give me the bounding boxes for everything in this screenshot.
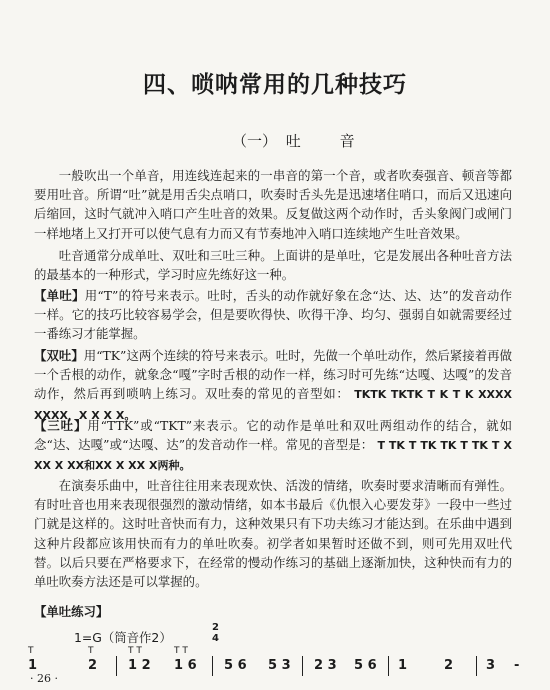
tonguing-mark: T bbox=[88, 646, 94, 656]
paragraph-types: 吐音通常分成单吐、双吐和三吐三种。上面讲的是单吐，它是发展出各种吐音方法的最基本的一种形式，学习时应先练好这一种。 bbox=[34, 248, 512, 283]
score-note: 5 3 bbox=[268, 658, 291, 673]
score-note: 5 6 bbox=[354, 658, 377, 673]
bar-line bbox=[116, 656, 117, 676]
triple-tongue-label: 【三吐】 bbox=[34, 418, 88, 433]
score-note: 5 6 bbox=[224, 658, 247, 673]
key-signature bbox=[74, 622, 219, 646]
jianpu-score bbox=[24, 646, 524, 680]
score-note: 2 bbox=[88, 658, 98, 673]
section-heading bbox=[232, 130, 355, 151]
paragraph-usage: 在演奏乐曲中，吐音往往用来表现欢快、活泼的情绪，吹奏时要求清晰而有弹性。有时吐音也用来表现很强烈的激动情绪，如本书最后《仇恨入心要发芽》一段中一些过门就是这样的。这时吐音快而有力，这种效果只有下功夫练习才能达到。在乐曲中遇到这种片段都应该用快而有力的单吐吹奏。初学者如果暂时还做不到，则可先用双吐代替。以后只要在严格要求下，在经常的慢动作练习的基础上逐渐加快，这种快而有力的单吐吹奏方法还是可以掌握的。 bbox=[34, 478, 512, 590]
double-tongue-label: 【双吐】 bbox=[34, 348, 84, 363]
score-note: 1 bbox=[398, 658, 408, 673]
tonguing-mark: T T bbox=[174, 646, 188, 656]
paragraph-triple bbox=[34, 416, 512, 476]
double-tongue-text: 用“TK”这两个连续的符号来表示。吐时，先做一个单吐动作，然后紧接着再做一个舌根的动作，就象念“嘎”字时舌根的动作一样，练习时可先练“达嘎、达嘎”的发音动作，然后再到唢呐上练习。双吐奏的常见的音型如： bbox=[34, 348, 512, 402]
score-note: 1 6 bbox=[174, 658, 197, 673]
page-number: · 26 · bbox=[30, 672, 58, 685]
time-denominator: 4 bbox=[212, 633, 219, 644]
single-tongue-label: 【单吐】 bbox=[34, 288, 85, 303]
time-numerator: 2 bbox=[212, 622, 219, 633]
tonguing-mark: T T bbox=[128, 646, 142, 656]
single-tongue-text: 用“T”的符号来表示。吐时，舌头的动作就好象在念“达、达、达”的发音动作一样。它的技巧比较容易学会，但是要吹得快、吹得干净、均匀、强弱自如就需要经过一番练习才能掌握。 bbox=[34, 288, 513, 342]
bar-line bbox=[388, 656, 389, 676]
bar-line bbox=[302, 656, 303, 676]
section-number: （一） bbox=[232, 132, 278, 150]
section-name-first: 吐 bbox=[285, 132, 301, 150]
paragraph-double bbox=[34, 346, 512, 425]
exercise-label: 【单吐练习】 bbox=[34, 604, 109, 619]
triple-tongue-symbols: T TK T TK TK T TK T bbox=[377, 439, 500, 453]
score-note: 2 bbox=[444, 658, 454, 673]
paragraph-single bbox=[34, 286, 512, 344]
score-note: 2 3 bbox=[314, 658, 337, 673]
paragraph-intro: 一般吹出一个单音，用连线连起来的一串音的第一个音，或者吹奏强音、顿音等都要用吐音。所谓“吐”就是用舌尖点哨口，吹奏时舌头先是迅速堵住哨口，而后又迅速向后缩回，这时气就冲入哨口产生吐音的效果。反复做这两个动作时，舌头象阀门或闸门一样地堵上又打开可以使气息有力而又有节奏地冲入哨口连续地产生吐音效果。 bbox=[34, 168, 512, 241]
double-tongue-symbols: TKTK TKTK T K T K bbox=[354, 388, 474, 402]
score-note: - bbox=[514, 658, 520, 673]
time-signature bbox=[212, 622, 219, 644]
score-note: 3 bbox=[486, 658, 496, 673]
chapter-title: 四、唢呐常用的几种技巧 bbox=[143, 72, 407, 98]
score-note: 1 bbox=[28, 658, 38, 673]
section-name-second: 音 bbox=[339, 132, 355, 150]
bar-line bbox=[212, 656, 213, 676]
triple-tongue-pattern: X XX X XX和XX X XX X两种。 bbox=[34, 439, 512, 473]
tonguing-mark: T bbox=[28, 646, 34, 656]
double-tongue-pattern: XXXX XXXX，X X X X。 bbox=[34, 388, 512, 422]
key-text: 1=G（筒音作2） bbox=[74, 630, 172, 645]
score-note: 1 2 bbox=[128, 658, 151, 673]
bar-line bbox=[476, 656, 477, 676]
triple-tongue-text: 用“TTK”或“TKT”来表示。它的动作是单吐和双吐两组动作的结合，就如念“达、达嘎”或“达嘎、达”的发音动作一样。常见的音型是： bbox=[34, 418, 513, 453]
